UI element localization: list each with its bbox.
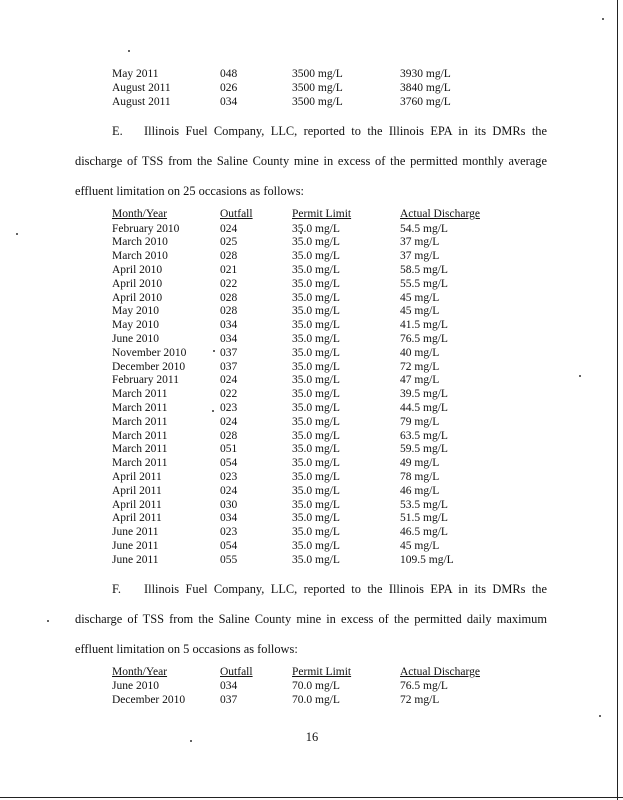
scan-speck [579, 375, 581, 377]
permit-limit-cell: 35.0 mg/L [292, 236, 340, 249]
month-year-cell: March 2011 [112, 415, 168, 428]
permit-limit-cell: 35.0 mg/L [292, 553, 340, 566]
outfall-cell: 030 [220, 498, 238, 511]
month-year-cell: April 2011 [112, 512, 162, 525]
outfall-cell: 034 [220, 319, 238, 332]
outfall-cell: 034 [220, 96, 238, 108]
month-year-cell: June 2011 [112, 539, 159, 552]
actual-discharge-cell: 44.5 mg/L [400, 401, 448, 414]
permit-limit-cell: 35.0 mg/L [292, 443, 340, 456]
scan-speck [128, 50, 130, 52]
month-year-cell: June 2011 [112, 553, 159, 566]
scan-speck [47, 620, 49, 622]
outfall-cell: 028 [220, 250, 238, 263]
section-e-line-3 [75, 184, 547, 198]
actual-discharge-cell: 72 mg/L [400, 360, 440, 373]
column-header-outfall: Outfall [220, 666, 253, 678]
month-year-cell: May 2011 [112, 68, 159, 80]
actual-discharge-cell: 41.5 mg/L [400, 319, 448, 332]
column-header-month-year: Month/Year [112, 666, 168, 678]
outfall-cell: 034 [220, 680, 238, 692]
permit-limit-cell: 35.0 mg/L [292, 374, 340, 387]
month-year-cell: March 2011 [112, 388, 168, 401]
outfall-cell: 055 [220, 553, 238, 566]
permit-limit-cell: 35.0 mg/L [292, 539, 340, 552]
permit-limit-cell: 35.0 mg/L [292, 401, 340, 414]
column-header-month-year: Month/Year [112, 208, 168, 220]
actual-discharge-cell: 46 mg/L [400, 484, 440, 497]
permit-limit-cell: 3500 mg/L [292, 96, 343, 108]
month-year-cell: March 2010 [112, 236, 168, 249]
outfall-cell: 028 [220, 305, 238, 318]
column-header-outfall: Outfall [220, 208, 253, 220]
section-f-line-1 [112, 582, 547, 596]
outfall-cell: 023 [220, 470, 238, 483]
outfall-cell: 051 [220, 443, 238, 456]
outfall-cell: 028 [220, 429, 238, 442]
section-e-line-1 [112, 124, 547, 138]
outfall-cell: 021 [220, 263, 238, 276]
outfall-cell: 025 [220, 236, 238, 249]
month-year-cell: November 2010 [112, 346, 187, 359]
month-year-cell: June 2010 [112, 332, 159, 345]
permit-limit-cell: 3500 mg/L [292, 82, 343, 94]
outfall-cell: 034 [220, 512, 238, 525]
permit-limit-cell: 3500 mg/L [292, 68, 343, 80]
scan-speck [212, 410, 214, 412]
column-header-permit-limit: Permit Limit [292, 666, 352, 678]
permit-limit-cell: 35.0 mg/L [292, 332, 340, 345]
month-year-cell: March 2011 [112, 443, 168, 456]
permit-limit-cell: 35.0 mg/L [292, 291, 340, 304]
column-header-actual-discharge: Actual Discharge [400, 666, 480, 678]
permit-limit-cell: 35.0 mg/L [292, 263, 340, 276]
month-year-cell: March 2011 [112, 429, 168, 442]
month-year-cell: February 2011 [112, 374, 179, 387]
actual-discharge-cell: 49 mg/L [400, 457, 440, 470]
scan-speck [16, 233, 18, 235]
actual-discharge-cell: 109.5 mg/L [400, 553, 454, 566]
month-year-cell: April 2010 [112, 277, 163, 290]
outfall-cell: 037 [220, 694, 238, 706]
actual-discharge-cell: 76.5 mg/L [400, 332, 448, 345]
actual-discharge-cell: 3930 mg/L [400, 68, 451, 80]
outfall-cell: 026 [220, 82, 238, 94]
month-year-cell: February 2010 [112, 222, 180, 235]
outfall-cell: 037 [220, 346, 238, 359]
actual-discharge-cell: 45 mg/L [400, 291, 440, 304]
outfall-cell: 037 [220, 360, 238, 373]
column-header-actual-discharge: Actual Discharge [400, 208, 480, 220]
actual-discharge-cell: 58.5 mg/L [400, 263, 448, 276]
actual-discharge-cell: 45 mg/L [400, 539, 440, 552]
actual-discharge-cell: 54.5 mg/L [400, 222, 448, 235]
month-year-cell: April 2011 [112, 484, 162, 497]
actual-discharge-cell: 37 mg/L [400, 250, 440, 263]
actual-discharge-cell: 39.5 mg/L [400, 388, 448, 401]
section-f-text-3: effluent limitation on 5 occasions as follows: [75, 642, 298, 656]
outfall-cell: 048 [220, 68, 238, 80]
section-f-line-3 [75, 642, 547, 656]
outfall-cell: 054 [220, 539, 238, 552]
actual-discharge-cell: 45 mg/L [400, 305, 440, 318]
actual-discharge-cell: 76.5 mg/L [400, 680, 448, 692]
month-year-cell: April 2010 [112, 291, 163, 304]
section-e-marker: E. [112, 124, 123, 138]
month-year-cell: April 2011 [112, 470, 162, 483]
actual-discharge-cell: 47 mg/L [400, 374, 440, 387]
section-e-line-2 [75, 154, 547, 168]
actual-discharge-cell: 79 mg/L [400, 415, 440, 428]
outfall-cell: 028 [220, 291, 238, 304]
month-year-cell: August 2011 [112, 96, 171, 108]
month-year-cell: August 2011 [112, 82, 171, 94]
outfall-cell: 034 [220, 332, 238, 345]
scan-speck [599, 715, 601, 717]
section-e-text-2: discharge of TSS from the Saline County mine in excess of the permitted monthly average [75, 154, 547, 168]
page-number: 16 [305, 730, 319, 744]
month-year-cell: April 2010 [112, 263, 163, 276]
scan-speck [602, 18, 604, 20]
month-year-cell: May 2010 [112, 319, 159, 332]
month-year-cell: March 2011 [112, 401, 168, 414]
column-header-permit-limit: Permit Limit [292, 208, 352, 220]
outfall-cell: 024 [220, 415, 238, 428]
section-e-text-3: effluent limitation on 25 occasions as follows: [75, 184, 304, 198]
actual-discharge-cell: 59.5 mg/L [400, 443, 448, 456]
permit-limit-cell: 35.0 mg/L [292, 360, 340, 373]
actual-discharge-cell: 55.5 mg/L [400, 277, 448, 290]
permit-limit-cell: 35.0 mg/L [292, 470, 340, 483]
section-f-line-2 [75, 612, 547, 626]
permit-limit-cell: 35.0 mg/L [292, 346, 340, 359]
actual-discharge-cell: 53.5 mg/L [400, 498, 448, 511]
section-e-text-1: Illinois Fuel Company, LLC, reported to the Illinois EPA in its DMRs the [144, 124, 547, 138]
month-year-cell: April 2011 [112, 498, 162, 511]
outfall-cell: 022 [220, 388, 238, 401]
scan-edge-right [617, 0, 618, 800]
month-year-cell: December 2010 [112, 694, 186, 706]
month-year-cell: March 2011 [112, 457, 168, 470]
actual-discharge-cell: 3760 mg/L [400, 96, 451, 108]
actual-discharge-cell: 37 mg/L [400, 236, 440, 249]
permit-limit-cell: 35.0 mg/L [292, 429, 340, 442]
outfall-cell: 054 [220, 457, 238, 470]
section-f-marker: F. [112, 582, 121, 596]
actual-discharge-cell: 63.5 mg/L [400, 429, 448, 442]
section-f-text-2: discharge of TSS from the Saline County mine in excess of the permitted daily maximum [75, 612, 547, 626]
actual-discharge-cell: 72 mg/L [400, 694, 440, 706]
section-f-text-1: Illinois Fuel Company, LLC, reported to the Illinois EPA in its DMRs the [144, 582, 547, 596]
permit-limit-cell: 35.0 mg/L [292, 388, 340, 401]
permit-limit-cell: 35.0 mg/L [292, 277, 340, 290]
actual-discharge-cell: 51.5 mg/L [400, 512, 448, 525]
permit-limit-cell: 35.0 mg/L [292, 457, 340, 470]
month-year-cell: March 2010 [112, 250, 168, 263]
permit-limit-cell: 70.0 mg/L [292, 680, 340, 692]
month-year-cell: June 2010 [112, 680, 159, 692]
outfall-cell: 022 [220, 277, 238, 290]
permit-limit-cell: 35.0 mg/L [292, 526, 340, 539]
permit-limit-cell: 70.0 mg/L [292, 694, 340, 706]
actual-discharge-cell: 3840 mg/L [400, 82, 451, 94]
permit-limit-cell: 35.0 mg/L [292, 498, 340, 511]
outfall-cell: 024 [220, 374, 238, 387]
permit-limit-cell: 35.0 mg/L [292, 415, 340, 428]
outfall-cell: 024 [220, 222, 238, 235]
scan-edge-bottom [0, 797, 623, 798]
permit-limit-cell: 35.0 mg/L [292, 484, 340, 497]
actual-discharge-cell: 78 mg/L [400, 470, 440, 483]
month-year-cell: December 2010 [112, 360, 186, 373]
permit-limit-cell: 35.0 mg/L [292, 305, 340, 318]
permit-limit-cell: 35.0 mg/L [292, 512, 340, 525]
permit-limit-cell: 35.0 mg/L [292, 222, 340, 235]
permit-limit-cell: 35.0 mg/L [292, 319, 340, 332]
actual-discharge-cell: 46.5 mg/L [400, 526, 448, 539]
scan-speck [213, 350, 215, 352]
scan-speck [190, 740, 192, 742]
outfall-cell: 023 [220, 401, 238, 414]
outfall-cell: 024 [220, 484, 238, 497]
outfall-cell: 023 [220, 526, 238, 539]
month-year-cell: June 2011 [112, 526, 159, 539]
permit-limit-cell: 35.0 mg/L [292, 250, 340, 263]
actual-discharge-cell: 40 mg/L [400, 346, 440, 359]
month-year-cell: May 2010 [112, 305, 159, 318]
